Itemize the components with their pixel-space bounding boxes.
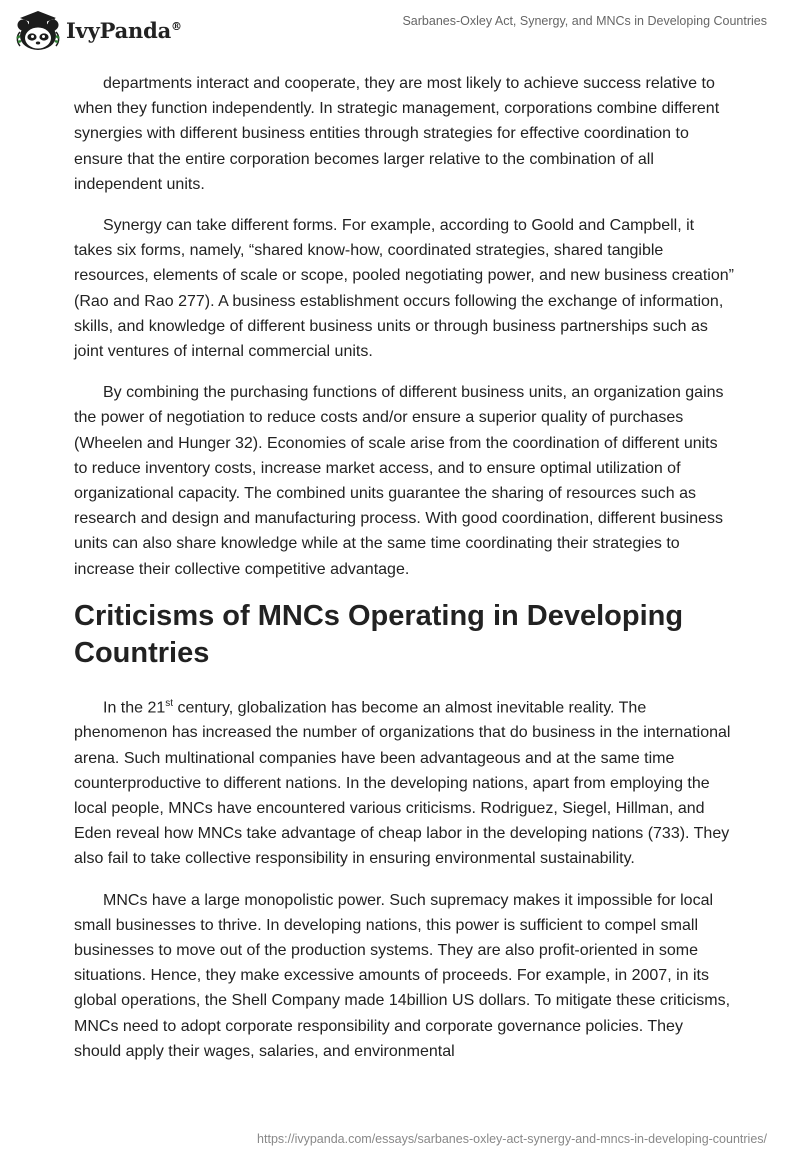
essay-body (74, 71, 734, 1080)
paragraph-synergy-forms: Synergy can take different forms. For example, according to Goold and Campbell, it takes six forms, namely, “shared know-how, coordinated strategies, shared tangible resources, elements of scale or scope, pooled negotiating power, and new business creation” (Rao and Rao 277). A business establishment occurs following the exchange of information, skills, and knowledge of different business units or through business partnerships such as joint ventures of internal commercial units. (74, 217, 734, 361)
brand-logo[interactable] (14, 8, 182, 52)
running-title: Sarbanes-Oxley Act, Synergy, and MNCs in Developing Countries (402, 14, 767, 28)
section-heading: Criticisms of MNCs Operating in Developing Countries (74, 599, 684, 669)
brand-name: IvyPanda® (66, 17, 182, 43)
paragraph-monopoly: MNCs have a large monopolistic power. Such supremacy makes it impossible for local small businesses to thrive. In developing nations, this power is sufficient to compel small businesses to move out of the production systems. They are also profit-oriented in some situations. Hence, they make excessive amounts of proceeds. For example, in 2007, in its global operations, the Shell Company made 14billion US dollars. To mitigate these criticisms, MNCs need to adopt corporate responsibility and corporate governance policies. They should apply their wages, salaries, and environmental (74, 891, 731, 1060)
paragraph-synergy-intro: departments interact and cooperate, they are most likely to achieve success relative to when they function independently. In strategic management, corporations combine different synergies with different business entities through strategies for effective coordination to ensure that the entire corporation becomes larger relative to the combination of all independent units. (74, 75, 720, 193)
paragraph-purchasing: By combining the purchasing functions of different business units, an organization gains the power of negotiation to reduce costs and/or ensure a superior quality of purchases (Wheelen and Hunger 32). Economies of scale arise from the coordination of different units to reduce inventory costs, increase market access, and to ensure optimal utilization of organizational capacity. The combined units guarantee the sharing of resources such as research and design and manufacturing process. With good coordination, different business units can also share knowledge while at the same time coordinating their strategies to increase their collective competitive advantage. (74, 384, 724, 578)
source-url[interactable]: https://ivypanda.com/essays/sarbanes-oxley-act-synergy-and-mncs-in-developing-countries/ (257, 1132, 767, 1146)
paragraph-globalization: In the 21st century, globalization has become an almost inevitable reality. The phenomenon has increased the number of organizations that do business in the international arena. Such multinational companies have been advantageous and at the same time counterproductive to different nations. In the developing nations, apart from employing the local people, MNCs have encountered various criticisms. Rodriguez, Siegel, Hillman, and Eden reveal how MNCs take advantage of cheap labor in the developing nations (733). They also fail to take collective responsibility in ensuring environmental sustainability. (74, 697, 731, 868)
page-header (0, 0, 800, 70)
panda-graduate-icon (14, 8, 62, 52)
